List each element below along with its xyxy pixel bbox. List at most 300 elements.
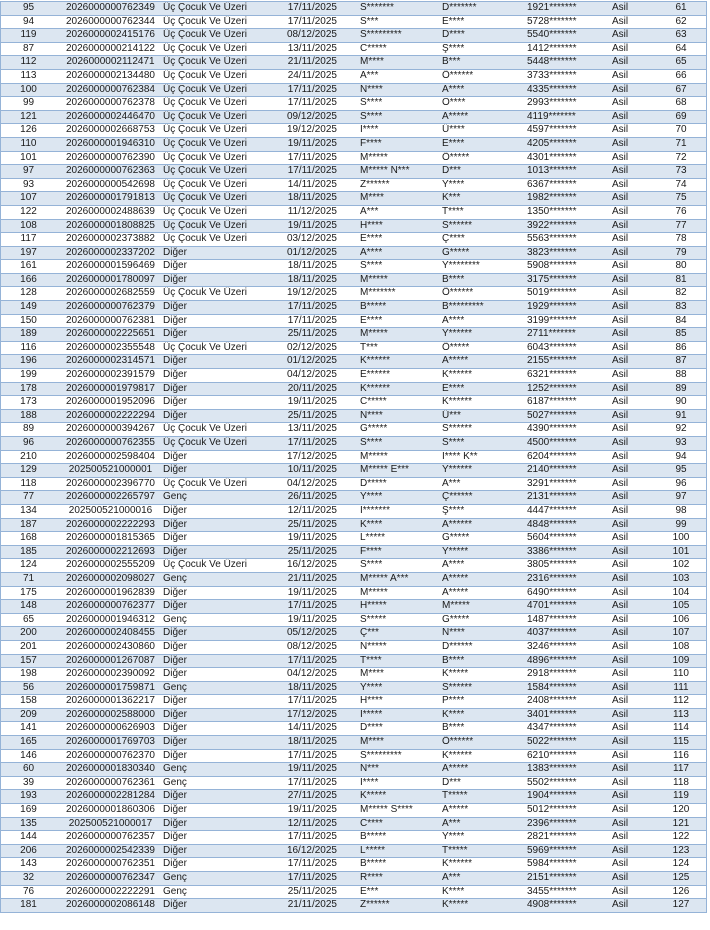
row-order-cell: 56	[22, 681, 35, 693]
application-number-cell: 2026000001830340	[66, 763, 155, 775]
application-number-cell: 2026000001791813	[66, 192, 155, 204]
table-row	[1, 97, 706, 111]
rank-cell: 112	[673, 695, 689, 707]
date-cell: 17/11/2025	[287, 776, 337, 788]
id-number-cell: 2821*******	[527, 831, 577, 843]
first-name-cell: İ*****	[360, 708, 383, 720]
status-cell: Asil	[612, 42, 629, 54]
status-cell: Asil	[612, 532, 629, 544]
status-cell: Asil	[612, 545, 629, 557]
first-name-cell: K*****	[360, 790, 387, 802]
category-cell: Genç	[163, 491, 187, 503]
rank-cell: 81	[675, 273, 687, 285]
rank-cell: 73	[675, 165, 687, 177]
table-row	[1, 152, 706, 166]
application-number-cell: 2026000000762390	[66, 151, 155, 163]
id-number-cell: 2151*******	[527, 872, 577, 883]
row-order-cell: 100	[20, 83, 37, 95]
row-order-cell: 93	[22, 178, 35, 190]
last-name-cell: A***	[442, 477, 461, 489]
id-number-cell: 3805*******	[527, 559, 577, 571]
id-number-cell: 2993*******	[527, 97, 577, 109]
row-order-cell: 76	[22, 885, 35, 897]
application-number-cell: 2026000000626903	[66, 722, 155, 734]
status-cell: Asil	[612, 2, 629, 13]
last-name-cell: A***	[442, 872, 461, 883]
date-cell: 13/11/2025	[287, 42, 337, 54]
last-name-cell: B****	[442, 654, 465, 666]
table-row	[1, 736, 706, 750]
date-cell: 02/12/2025	[286, 341, 337, 353]
id-number-cell: 6210*******	[527, 749, 577, 761]
rank-cell: 99	[675, 518, 687, 530]
id-number-cell: 1383*******	[527, 763, 577, 775]
table-row	[1, 464, 706, 478]
first-name-cell: İ*******	[360, 504, 391, 516]
date-cell: 17/11/2025	[287, 151, 337, 163]
last-name-cell: A*****	[442, 110, 469, 122]
table-row	[1, 342, 706, 356]
id-number-cell: 4347*******	[527, 722, 577, 734]
category-cell: Üç Çocuk Ve Üzeri	[163, 2, 247, 13]
id-number-cell: 4205*******	[527, 137, 577, 149]
date-cell: 17/12/2025	[286, 450, 337, 462]
date-cell: 09/12/2025	[286, 110, 337, 122]
table-row	[1, 138, 706, 152]
status-cell: Asil	[612, 885, 629, 897]
id-number-cell: 4390*******	[527, 423, 577, 435]
last-name-cell: D*******	[442, 2, 477, 13]
row-order-cell: 188	[20, 409, 37, 421]
category-cell: Diğer	[163, 369, 187, 381]
rank-cell: 127	[672, 899, 690, 911]
category-cell: Genç	[163, 613, 187, 625]
date-cell: 08/12/2025	[286, 640, 337, 652]
table-row	[1, 410, 706, 424]
first-name-cell: E******	[360, 369, 391, 381]
category-cell: Diğer	[163, 273, 187, 285]
first-name-cell: Ç***	[360, 627, 379, 639]
last-name-cell: E****	[442, 382, 465, 394]
row-order-cell: 175	[20, 586, 37, 598]
id-number-cell: 1252*******	[527, 382, 577, 394]
category-cell: Üç Çocuk Ve Üzeri	[163, 15, 247, 27]
application-number-cell: 2026000002134480	[66, 69, 155, 81]
row-order-cell: 121	[20, 110, 37, 122]
first-name-cell: M****	[360, 56, 384, 68]
first-name-cell: C****	[360, 817, 383, 829]
status-cell: Asil	[612, 301, 629, 313]
rank-cell: 125	[672, 872, 690, 883]
status-cell: Asil	[612, 205, 629, 217]
rank-cell: 76	[675, 205, 687, 217]
id-number-cell: 5563*******	[527, 233, 577, 245]
id-number-cell: 3246*******	[527, 640, 577, 652]
application-number-cell: 2026000001769703	[66, 736, 155, 748]
application-number-cell: 2026000000394267	[66, 423, 155, 435]
rank-cell: 65	[675, 56, 687, 68]
id-number-cell: 1982*******	[527, 192, 577, 204]
date-cell: 04/12/2025	[286, 477, 337, 489]
date-cell: 17/11/2025	[287, 831, 337, 843]
date-cell: 17/11/2025	[287, 83, 337, 95]
first-name-cell: M****	[360, 736, 384, 748]
table-row	[1, 845, 706, 859]
status-cell: Asil	[612, 273, 629, 285]
row-order-cell: 116	[20, 341, 37, 353]
row-order-cell: 169	[20, 804, 37, 816]
row-order-cell: 89	[22, 423, 35, 435]
status-cell: Asil	[612, 899, 629, 911]
id-number-cell: 2396*******	[527, 817, 577, 829]
category-cell: Diğer	[163, 301, 187, 313]
last-name-cell: Ö******	[442, 736, 474, 748]
category-cell: Diğer	[163, 899, 187, 911]
date-cell: 17/11/2025	[287, 749, 337, 761]
application-number-cell: 2026000000762347	[66, 872, 155, 883]
first-name-cell: K******	[360, 382, 391, 394]
table-row	[1, 165, 706, 179]
last-name-cell: İ**** K**	[442, 450, 478, 462]
first-name-cell: L*****	[360, 844, 386, 856]
status-cell: Asil	[612, 858, 629, 870]
last-name-cell: K******	[442, 369, 473, 381]
last-name-cell: S******	[442, 219, 473, 231]
category-cell: Diğer	[163, 627, 187, 639]
category-cell: Diğer	[163, 749, 187, 761]
status-cell: Asil	[612, 15, 629, 27]
table-row	[1, 220, 706, 234]
id-number-cell: 5604*******	[527, 532, 577, 544]
id-number-cell: 1929*******	[527, 301, 577, 313]
date-cell: 04/12/2025	[286, 369, 337, 381]
status-cell: Asil	[612, 29, 629, 41]
application-number-cell: 202500521000016	[68, 504, 153, 516]
status-cell: Asil	[612, 287, 629, 299]
status-cell: Asil	[612, 695, 629, 707]
first-name-cell: S****	[360, 110, 383, 122]
id-number-cell: 3386*******	[527, 545, 577, 557]
table-row	[1, 831, 706, 845]
row-order-cell: 110	[20, 137, 37, 149]
first-name-cell: N****	[360, 83, 383, 95]
table-row	[1, 2, 706, 16]
last-name-cell: D***	[442, 165, 461, 177]
rank-cell: 84	[675, 314, 687, 326]
date-cell: 18/11/2025	[287, 273, 337, 285]
row-order-cell: 94	[22, 15, 35, 27]
table-row	[1, 587, 706, 601]
row-order-cell: 87	[22, 42, 35, 54]
category-cell: Üç Çocuk Ve Üzeri	[163, 29, 247, 41]
date-cell: 19/12/2025	[286, 124, 337, 136]
rank-cell: 69	[675, 110, 687, 122]
row-order-cell: 158	[20, 695, 37, 707]
last-name-cell: G*****	[442, 532, 470, 544]
date-cell: 14/11/2025	[287, 722, 337, 734]
rank-cell: 91	[675, 409, 687, 421]
first-name-cell: A***	[360, 205, 379, 217]
application-number-cell: 2026000002682559	[66, 287, 155, 299]
table-row	[1, 192, 706, 206]
category-cell: Genç	[163, 572, 187, 584]
id-number-cell: 3175*******	[527, 273, 577, 285]
id-number-cell: 4500*******	[527, 437, 577, 448]
status-cell: Asil	[612, 640, 629, 652]
table-row	[1, 682, 706, 696]
last-name-cell: Ö******	[442, 287, 474, 299]
status-cell: Asil	[612, 872, 629, 883]
id-number-cell: 1904*******	[527, 790, 577, 802]
status-cell: Asil	[612, 668, 629, 680]
row-order-cell: 144	[20, 831, 37, 843]
status-cell: Asil	[612, 844, 629, 856]
id-number-cell: 2131*******	[527, 491, 577, 503]
category-cell: Üç Çocuk Ve Üzeri	[163, 559, 247, 571]
rank-cell: 107	[672, 627, 690, 639]
rank-cell: 117	[673, 763, 689, 775]
id-number-cell: 5908*******	[527, 260, 577, 272]
application-number-cell: 2026000002446470	[66, 110, 155, 122]
row-order-cell: 141	[20, 722, 37, 734]
first-name-cell: İ****	[360, 124, 379, 136]
category-cell: Diğer	[163, 382, 187, 394]
table-row	[1, 43, 706, 57]
application-number-cell: 2026000000542698	[66, 178, 155, 190]
category-cell: Diğer	[163, 831, 187, 843]
last-name-cell: S******	[442, 423, 473, 435]
rank-cell: 94	[675, 450, 687, 462]
rank-cell: 100	[672, 532, 690, 544]
last-name-cell: T*****	[442, 790, 468, 802]
last-name-cell: A****	[442, 559, 465, 571]
rank-cell: 118	[673, 776, 689, 788]
first-name-cell: T****	[360, 654, 382, 666]
category-cell: Diğer	[163, 654, 187, 666]
category-cell: Genç	[163, 776, 187, 788]
status-cell: Asil	[612, 260, 629, 272]
first-name-cell: B*****	[360, 831, 387, 843]
first-name-cell: E****	[360, 314, 383, 326]
date-cell: 17/11/2025	[287, 2, 337, 13]
date-cell: 05/12/2025	[286, 627, 337, 639]
rank-cell: 103	[672, 572, 690, 584]
row-order-cell: 77	[22, 491, 35, 503]
status-cell: Asil	[612, 97, 629, 109]
rank-cell: 98	[675, 504, 687, 516]
date-cell: 19/11/2025	[287, 613, 337, 625]
first-name-cell: S***	[360, 15, 379, 27]
id-number-cell: 5540*******	[527, 29, 577, 41]
category-cell: Üç Çocuk Ve Üzeri	[163, 97, 247, 109]
category-cell: Üç Çocuk Ve Üzeri	[163, 124, 247, 136]
first-name-cell: T***	[360, 341, 378, 353]
status-cell: Asil	[612, 233, 629, 245]
application-number-cell: 2026000000762357	[66, 831, 155, 843]
id-number-cell: 3199*******	[527, 314, 577, 326]
application-number-cell: 2026000002598404	[66, 450, 155, 462]
status-cell: Asil	[612, 504, 629, 516]
last-name-cell: A*****	[442, 572, 469, 584]
rank-cell: 88	[675, 369, 687, 381]
table-row	[1, 546, 706, 560]
first-name-cell: M*****	[360, 328, 388, 340]
status-cell: Asil	[612, 600, 629, 612]
table-row	[1, 627, 706, 641]
table-row	[1, 233, 706, 247]
rank-cell: 86	[675, 341, 687, 353]
category-cell: Diğer	[163, 396, 187, 408]
status-cell: Asil	[612, 328, 629, 340]
rank-cell: 87	[675, 355, 687, 367]
last-name-cell: A******	[442, 518, 473, 530]
rank-cell: 104	[672, 586, 690, 598]
date-cell: 19/11/2025	[287, 532, 337, 544]
date-cell: 27/11/2025	[287, 790, 337, 802]
category-cell: Diğer	[163, 314, 187, 326]
last-name-cell: A*****	[442, 804, 469, 816]
rank-cell: 110	[673, 668, 689, 680]
id-number-cell: 1013*******	[527, 165, 577, 177]
last-name-cell: K***	[442, 192, 461, 204]
category-cell: Diğer	[163, 600, 187, 612]
id-number-cell: 2408*******	[527, 695, 577, 707]
id-number-cell: 3733*******	[527, 69, 577, 81]
category-cell: Diğer	[163, 790, 187, 802]
id-number-cell: 1487*******	[527, 613, 577, 625]
table-row	[1, 396, 706, 410]
application-number-cell: 2026000002222293	[66, 518, 155, 530]
application-number-cell: 2026000002337202	[66, 246, 155, 258]
application-number-cell: 2026000002212693	[66, 545, 155, 557]
application-number-cell: 2026000001267087	[66, 654, 155, 666]
category-cell: Diğer	[163, 640, 187, 652]
application-number-cell: 2026000002225651	[66, 328, 155, 340]
row-order-cell: 128	[20, 287, 37, 299]
date-cell: 25/11/2025	[287, 518, 337, 530]
date-cell: 24/11/2025	[287, 69, 337, 81]
table-row	[1, 84, 706, 98]
date-cell: 03/12/2025	[286, 233, 337, 245]
last-name-cell: Ç****	[442, 233, 465, 245]
category-cell: Diğer	[163, 858, 187, 870]
first-name-cell: K******	[360, 355, 391, 367]
last-name-cell: S******	[442, 681, 473, 693]
first-name-cell: B*****	[360, 858, 387, 870]
date-cell: 17/11/2025	[287, 437, 337, 448]
status-cell: Asil	[612, 83, 629, 95]
rank-cell: 64	[675, 42, 687, 54]
category-cell: Diğer	[163, 804, 187, 816]
row-order-cell: 108	[20, 219, 37, 231]
category-cell: Genç	[163, 885, 187, 897]
category-cell: Diğer	[163, 450, 187, 462]
category-cell: Üç Çocuk Ve Üzeri	[163, 341, 247, 353]
category-cell: Diğer	[163, 586, 187, 598]
category-cell: Diğer	[163, 260, 187, 272]
category-cell: Üç Çocuk Ve Üzeri	[163, 287, 247, 299]
date-cell: 17/11/2025	[287, 15, 337, 27]
id-number-cell: 5502*******	[527, 776, 577, 788]
table-row	[1, 491, 706, 505]
last-name-cell: D****	[442, 29, 465, 41]
first-name-cell: E***	[360, 885, 379, 897]
application-number-cell: 2026000002391579	[66, 369, 155, 381]
application-number-cell: 2026000002355548	[66, 341, 155, 353]
application-number-cell: 2026000001362217	[66, 695, 155, 707]
rank-cell: 96	[675, 477, 687, 489]
date-cell: 19/11/2025	[287, 804, 337, 816]
row-order-cell: 161	[20, 260, 37, 272]
id-number-cell: 2711*******	[527, 328, 576, 340]
status-cell: Asil	[612, 654, 629, 666]
table-row	[1, 451, 706, 465]
last-name-cell: A****	[442, 314, 465, 326]
last-name-cell: T*****	[442, 844, 468, 856]
last-name-cell: Y******	[442, 464, 473, 476]
status-cell: Asil	[612, 219, 629, 231]
status-cell: Asil	[612, 763, 629, 775]
status-cell: Asil	[612, 69, 629, 81]
application-number-cell: 2026000000762344	[66, 15, 155, 27]
category-cell: Üç Çocuk Ve Üzeri	[163, 423, 247, 435]
table-row	[1, 899, 706, 913]
table-row	[1, 722, 706, 736]
last-name-cell: K*****	[442, 668, 469, 680]
first-name-cell: H*****	[360, 600, 387, 612]
table-row	[1, 56, 706, 70]
id-number-cell: 5019*******	[527, 287, 577, 299]
date-cell: 17/11/2025	[287, 695, 337, 707]
date-cell: 04/12/2025	[286, 668, 337, 680]
last-name-cell: M*****	[442, 600, 470, 612]
id-number-cell: 5984*******	[527, 858, 577, 870]
table-row	[1, 274, 706, 288]
rank-cell: 70	[675, 124, 687, 136]
date-cell: 19/11/2025	[287, 763, 337, 775]
application-number-cell: 2026000002668753	[66, 124, 155, 136]
category-cell: Diğer	[163, 817, 187, 829]
last-name-cell: G*****	[442, 246, 470, 258]
last-name-cell: O****	[442, 97, 466, 109]
status-cell: Asil	[612, 382, 629, 394]
table-row	[1, 886, 706, 900]
category-cell: Diğer	[163, 695, 187, 707]
date-cell: 18/11/2025	[287, 192, 337, 204]
status-cell: Asil	[612, 477, 629, 489]
rank-cell: 105	[672, 600, 690, 612]
status-cell: Asil	[612, 586, 629, 598]
last-name-cell: Y****	[442, 178, 465, 190]
row-order-cell: 107	[20, 192, 37, 204]
last-name-cell: D******	[442, 640, 473, 652]
rank-cell: 102	[672, 559, 690, 571]
status-cell: Asil	[612, 627, 629, 639]
category-cell: Üç Çocuk Ve Üzeri	[163, 233, 247, 245]
application-number-cell: 2026000002408455	[66, 627, 155, 639]
table-row	[1, 355, 706, 369]
table-row	[1, 29, 706, 43]
table-row	[1, 70, 706, 84]
application-number-cell: 2026000001815365	[66, 532, 155, 544]
application-number-cell: 2026000000762363	[66, 165, 155, 177]
row-order-cell: 166	[20, 273, 37, 285]
row-order-cell: 181	[20, 899, 37, 911]
category-cell: Üç Çocuk Ve Üzeri	[163, 56, 247, 68]
first-name-cell: S****	[360, 559, 383, 571]
row-order-cell: 149	[20, 301, 37, 313]
first-name-cell: K****	[360, 518, 383, 530]
